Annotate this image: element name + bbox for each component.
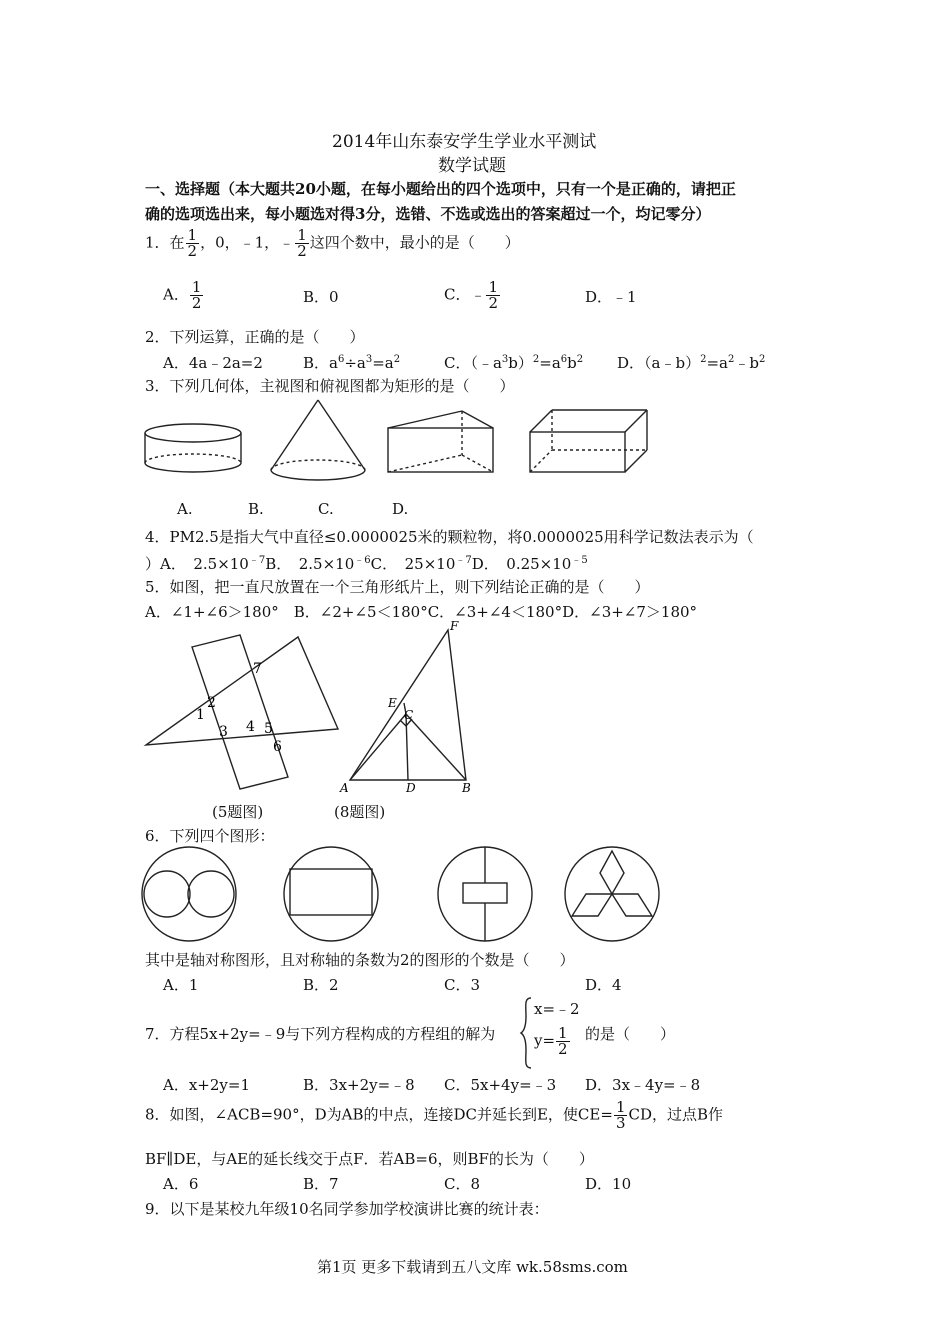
q1-mid: ，0，﹣1，﹣: [200, 233, 295, 252]
section1-line2: 确的选项选出来，每小题选对得3分，选错、不选或选出的答案超过一个，均记零分）: [145, 205, 711, 223]
two-circles-figure: [142, 847, 236, 941]
q5-options: A．∠1+∠6＞180° B．∠2+∠5＜180°C．∠3+∠4＜180°D．∠3+∠7＞180°: [145, 603, 698, 621]
triangle-abc-figure: [336, 618, 486, 800]
q3-label-d: D.: [392, 500, 409, 518]
fraction-one-third: $\frac{1}{3}$: [615, 1098, 626, 1132]
page-title: 2014年山东泰安学生学业水平测试: [332, 132, 597, 152]
q8-line2: BF∥DE，与AE的延长线交于点F．若AB=6，则BF的长为（ ）: [145, 1150, 594, 1168]
q8-option-b: B．7: [303, 1175, 339, 1193]
q6-option-d: D．4: [585, 976, 622, 994]
page-subtitle: 数学试题: [438, 156, 506, 176]
q8-option-d: D．10: [585, 1175, 632, 1193]
fig5-label: 6: [273, 739, 282, 755]
brace-icon: [519, 996, 533, 1070]
fig8-label: B: [462, 781, 471, 795]
q7-tail: 的是（ ）: [585, 1025, 676, 1043]
question-8: 8．如图，∠ACB=90°，D为AB的中点，连接DC并延长到E，使CE= $\frac{1}{3}$ CD，过点B作: [145, 1098, 724, 1132]
q8-option-a: A．6: [163, 1175, 199, 1193]
fraction-one-half: $\frac{1}{2}$: [488, 278, 499, 312]
q2-option-c: C．$(﹣a^3b)^2=a^6b^2$: [444, 354, 584, 372]
fraction-one-half: $\frac{1}{2}$: [191, 278, 202, 312]
fraction-one-half: $\frac{1}{2}$: [558, 1024, 568, 1058]
question-1: [145, 228, 520, 259]
question-9: 9．以下是某校九年级10名同学参加学校演讲比赛的统计表：: [145, 1200, 549, 1218]
q1-tail: 这四个数中，最小的是（ ）: [309, 233, 520, 252]
fig5-label: 1: [196, 707, 205, 723]
ruler-triangle-figure: [140, 625, 350, 800]
q7-system-line2: y= $\frac{1}{2}$: [534, 1024, 568, 1058]
fig8-label: E: [388, 696, 397, 710]
q7-option-b: B．3x+2y=﹣8: [303, 1076, 415, 1094]
triangular-prism-figure: [388, 411, 493, 472]
cylinder-figure: [145, 424, 241, 472]
q4-options: ）A． $2.5\times 10^{﹣7}B$． $2.5\times 10^{﹣6}C$． $25\times 10^{﹣7}D$． $0.25\times 10^{﹣5}$: [145, 555, 588, 573]
question-5: 5．如图，把一直尺放置在一个三角形纸片上，则下列结论正确的是（ ）: [145, 578, 650, 596]
q6-option-a: A．1: [163, 976, 199, 994]
page-footer: 第1页 更多下载请到五八文库 wk.58sms.com: [317, 1258, 628, 1276]
q6-shapes-figure: [140, 845, 665, 945]
q7-system-line1: x=﹣2: [534, 1000, 580, 1018]
q1-option-b: B．0: [303, 288, 339, 306]
q2-option-b: B．$a^6\div a^3=a^2$: [303, 354, 401, 372]
q8-option-c: C．8: [444, 1175, 481, 1193]
q3-label-b: B.: [248, 500, 264, 518]
fig8-label: D: [406, 781, 416, 795]
q1-lead: 1．在: [145, 233, 185, 252]
fig5-label: 4: [246, 719, 255, 735]
section1-line1: 一、选择题（本大题共20小题，在每小题给出的四个选项中，只有一个是正确的，请把正: [145, 180, 736, 198]
cone-figure: [271, 400, 365, 480]
question-3: 3．下列几何体，主视图和俯视图都为矩形的是（ ）: [145, 377, 515, 395]
q6-option-b: B．2: [303, 976, 339, 994]
fig5-caption: (5题图): [212, 803, 264, 821]
fig8-label: C: [404, 708, 414, 722]
q3-solids-figure: [140, 395, 660, 495]
question-2: 2．下列运算，正确的是（ ）: [145, 328, 365, 346]
cuboid-figure: [530, 410, 647, 472]
circle-rectangle-figure: [284, 847, 378, 941]
q3-label-c: C.: [318, 500, 334, 518]
q2-option-a: A．4a﹣2a=2: [163, 354, 263, 372]
fraction-one-half: $\frac{1}{2}$: [187, 226, 198, 260]
fig8-caption: (8题图): [334, 803, 386, 821]
fig8-label: A: [340, 781, 349, 795]
fig5-label: 5: [264, 721, 273, 737]
q7-option-c: C．5x+4y=﹣3: [444, 1076, 557, 1094]
q6-line2: 其中是轴对称图形，且对称轴的条数为2的图形的个数是（ ）: [145, 951, 575, 969]
q7-option-a: A．x+2y=1: [163, 1076, 250, 1094]
q2-option-d: D．$(a﹣b)^2=a^2﹣b^2$: [617, 354, 766, 372]
fig8-label: F: [450, 619, 459, 633]
fig5-label: 2: [207, 695, 216, 711]
question-6: 6．下列四个图形：: [145, 827, 275, 845]
q3-label-a: A.: [177, 500, 193, 518]
circle-line-rectangle-figure: [438, 847, 532, 941]
q6-option-c: C．3: [444, 976, 481, 994]
fig5-label: 7: [253, 661, 262, 677]
q1-option-d: D．﹣1: [585, 288, 637, 306]
q1-option-c: C．﹣ $\frac{1}{2}$: [444, 278, 499, 312]
fraction-one-half: $\frac{1}{2}$: [297, 226, 307, 260]
q1-option-a: A． $\frac{1}{2}$: [163, 278, 202, 312]
question-4: 4．PM2.5是指大气中直径≤0.0000025米的颗粒物，将0.0000025用科学记数法表示为（: [145, 528, 754, 546]
q7-option-d: D．3x﹣4y=﹣8: [585, 1076, 701, 1094]
fig5-label: 3: [219, 724, 228, 740]
q7-lead: 7．方程5x+2y=﹣9与下列方程构成的方程组的解为: [145, 1025, 496, 1043]
three-diamonds-figure: [565, 847, 659, 941]
